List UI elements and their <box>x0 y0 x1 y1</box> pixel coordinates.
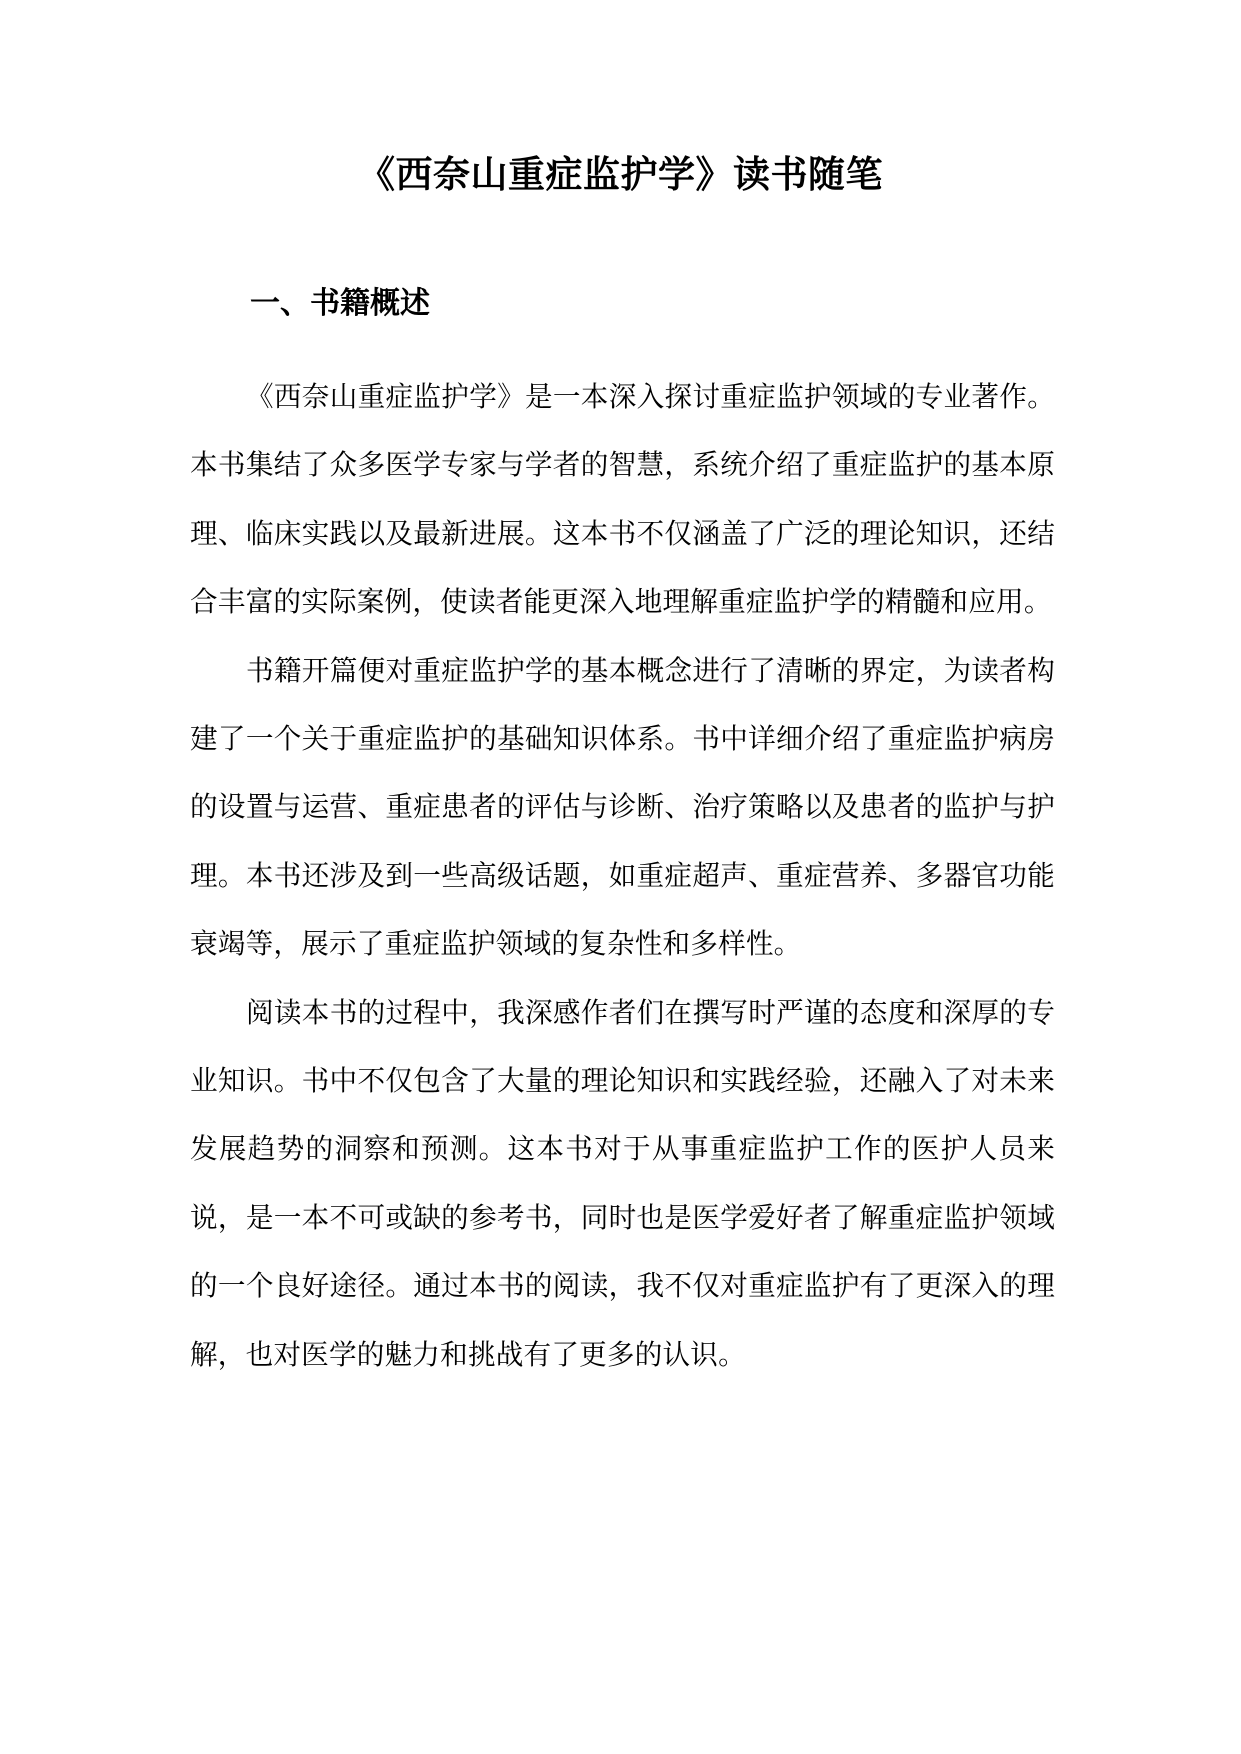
document-title: 《西奈山重症监护学》读书随笔 <box>358 153 883 196</box>
paragraph-2: 书籍开篇便对重症监护学的基本概念进行了清晰的界定，为读者构建了一个关于重症监护的基础知识体系。书中详细介绍了重症监护病房的设置与运营、重症患者的评估与诊断、治疗策略以及患者的监护与护理。本书还涉及到一些高级话题，如重症超声、重症营养、多器官功能衰竭等，展示了重症监护领域的复杂性和多样性。 <box>190 653 1055 961</box>
section-heading-overview: 一、书籍概述 <box>250 286 430 321</box>
paragraph-3: 阅读本书的过程中，我深感作者们在撰写时严谨的态度和深厚的专业知识。书中不仅包含了大量的理论知识和实践经验，还融入了对未来发展趋势的洞察和预测。这本书对于从事重症监护工作的医护人员来说，是一本不可或缺的参考书，同时也是医学爱好者了解重症监护领域的一个良好途径。通过本书的阅读，我不仅对重症监护有了更深入的理解，也对医学的魅力和挑战有了更多的认识。 <box>190 995 1055 1371</box>
paragraph-1: 《西奈山重症监护学》是一本深入探讨重症监护领域的专业著作。本书集结了众多医学专家与学者的智慧，系统介绍了重症监护的基本原理、临床实践以及最新进展。这本书不仅涵盖了广泛的理论知识，还结合丰富的实际案例，使读者能更深入地理解重症监护学的精髓和应用。 <box>190 380 1055 619</box>
section-body <box>190 363 1055 1389</box>
